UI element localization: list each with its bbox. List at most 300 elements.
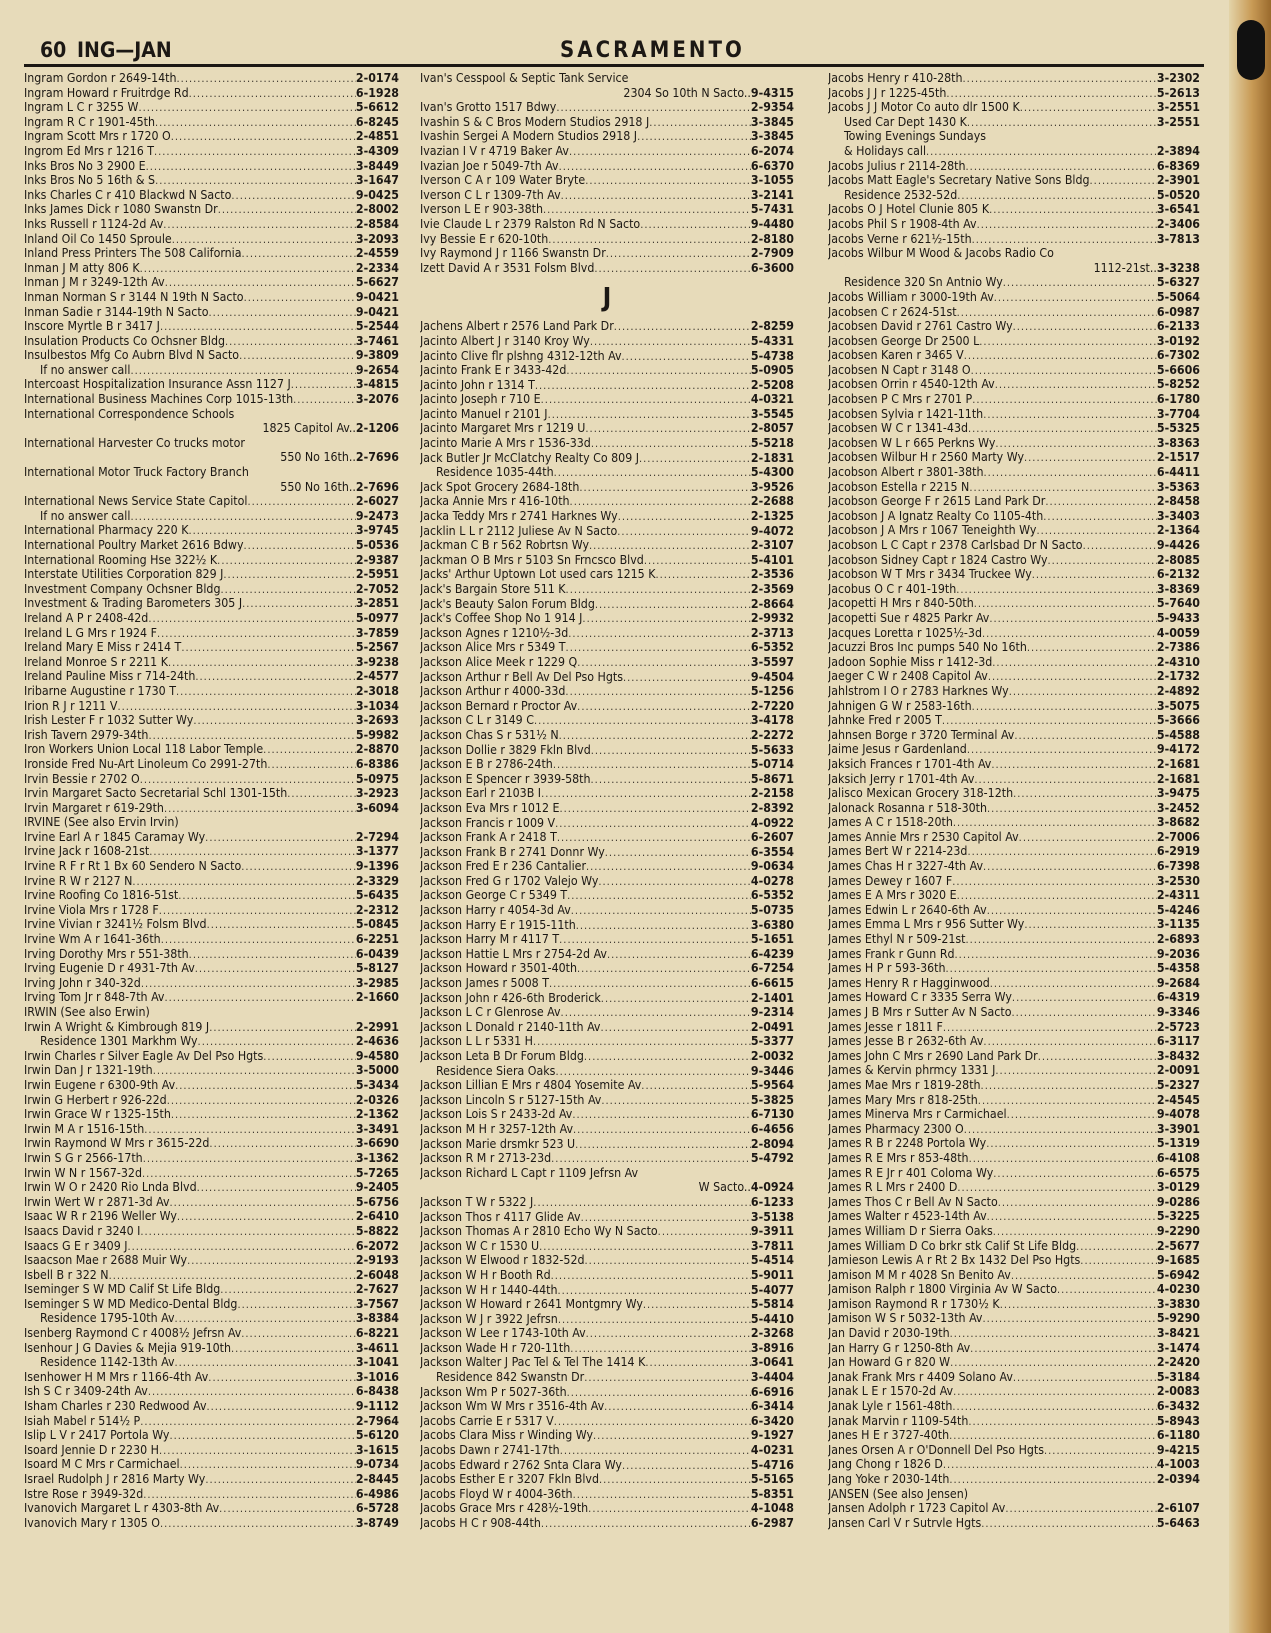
phone-number: 3-1615	[355, 1442, 399, 1457]
listing-name: Isoard M C Mrs r Carmichael	[24, 1457, 180, 1472]
dot-leader	[926, 145, 1157, 159]
phone-number: 2-4310	[1156, 654, 1200, 669]
listing-row	[24, 990, 399, 1005]
listing-row	[420, 772, 794, 787]
dot-leader	[640, 218, 751, 232]
listing-address: W Sacto..	[698, 1180, 751, 1195]
phone-number: 2-5208	[750, 377, 794, 392]
phone-number: 5-8252	[1156, 377, 1200, 392]
dot-leader	[219, 1502, 356, 1516]
phone-number: 9-2314	[750, 1005, 794, 1020]
listing-row	[828, 494, 1200, 509]
listing-name: Jacobs Floyd W r 4004-36th	[420, 1486, 573, 1501]
listing-name: Jackson Frank B r 2741 Donnr Wy	[420, 844, 605, 859]
listing-row	[420, 349, 794, 364]
listing-row	[420, 494, 794, 509]
listing-name: Jahlstrom I O r 2783 Harknes Wy	[828, 683, 1009, 698]
phone-number: 2-7220	[750, 698, 794, 713]
listing-name: James E A Mrs r 3020 E	[828, 888, 957, 903]
listing-row	[420, 1443, 794, 1458]
listing-name: Jack's Coffee Shop No 1 914 J	[420, 611, 583, 626]
listing-name: Irwin M A r 1516-15th	[24, 1121, 145, 1136]
listing-name: Ireland Mary E Miss r 2414 T	[24, 640, 182, 655]
listing-name: Inland Oil Co 1450 Sproule	[24, 231, 172, 246]
phone-number: 2-4311	[1156, 888, 1200, 903]
listing-name: James Mae Mrs r 1819-28th	[828, 1077, 981, 1092]
dot-leader	[553, 758, 751, 772]
phone-number: 5-8822	[355, 1223, 399, 1238]
listing-name: Ivie Claude L r 2379 Ralston Rd N Sacto	[420, 216, 641, 231]
listing-name: Irwin Eugene r 6300-9th Av	[24, 1077, 176, 1092]
listing-row	[24, 1049, 399, 1064]
listing-name: Jacinto Albert J r 3140 Kroy Wy	[420, 333, 590, 348]
dot-leader	[957, 889, 1157, 903]
listing-row	[24, 100, 399, 115]
phone-number: 5-0520	[1156, 187, 1200, 202]
listing-name: James Howard C r 3335 Serra Wy	[828, 990, 1012, 1005]
dot-leader	[155, 116, 356, 130]
listing-name: Inks James Dick r 1080 Swanstn Dr	[24, 202, 218, 217]
listing-name: Jan David r 2030-19th	[828, 1326, 950, 1341]
phone-number: 2-1325	[750, 509, 794, 524]
listing-row	[24, 1151, 399, 1166]
dot-leader	[573, 1123, 751, 1137]
dot-leader	[561, 189, 751, 203]
listing-row	[828, 1239, 1200, 1254]
listing-address: 550 No 16th..	[280, 450, 356, 465]
listing-name: James & Kervin phrmcy 1331 J	[828, 1063, 996, 1078]
dot-leader	[543, 203, 751, 217]
phone-number: 3-2076	[355, 392, 399, 407]
phone-number: 5-3184	[1156, 1369, 1200, 1384]
listing-name: Iseminger S W MD Medico-Dental Bldg	[24, 1296, 238, 1311]
listing-name: Ingram Howard r Fruitrdge Rd	[24, 85, 189, 100]
listing-name: Jacinto Joseph r 710 E	[420, 392, 541, 407]
listing-name: Ivashin S & C Bros Modern Studios 2918 J	[420, 114, 650, 129]
phone-number: 2-2420	[1156, 1355, 1200, 1370]
phone-number: 2-6410	[355, 1209, 399, 1224]
dot-leader	[178, 889, 356, 903]
listing-continuation	[420, 86, 794, 101]
dot-leader	[582, 612, 750, 626]
phone-number: 3-7461	[355, 333, 399, 348]
listing-name: Jacopetti Sue r 4825 Parkr Av	[828, 610, 990, 625]
listing-name: Irion R J r 1211 V	[24, 698, 118, 713]
phone-number: 3-8369	[1156, 581, 1200, 596]
dot-leader	[1000, 1298, 1157, 1312]
dot-leader	[571, 904, 751, 918]
dot-leader	[555, 817, 751, 831]
listing-row	[24, 976, 399, 991]
listing-name: Inland Press Printers The 508 California	[24, 246, 242, 261]
listing-name: Jan Harry G r 1250-8th Av	[828, 1340, 971, 1355]
listing-row	[420, 451, 794, 466]
listing-name: Residence 1035-44th	[436, 465, 554, 480]
phone-number: 2-7964	[355, 1413, 399, 1428]
dot-leader	[217, 554, 356, 568]
phone-number: 2-7052	[355, 581, 399, 596]
phone-number: 2-6893	[1156, 932, 1200, 947]
phone-number: 2-9387	[355, 552, 399, 567]
listing-row	[24, 305, 399, 320]
dot-leader	[1019, 831, 1157, 845]
dot-leader	[599, 1473, 751, 1487]
phone-number: 5-7431	[750, 202, 794, 217]
dot-leader	[554, 466, 751, 480]
listing-row	[420, 363, 794, 378]
dot-leader	[950, 1356, 1157, 1370]
listing-name: Irvine R F r Rt 1 Bx 60 Sendero N Sacto	[24, 859, 242, 874]
listing-row	[24, 1341, 399, 1356]
phone-number: 3-4404	[750, 1370, 794, 1385]
phone-number: 2-0491	[750, 1019, 794, 1034]
phone-number: 9-4315	[750, 85, 794, 100]
listing-row	[420, 713, 794, 728]
listing-row	[828, 290, 1200, 305]
dot-leader	[534, 714, 751, 728]
binding-hole	[1237, 20, 1265, 80]
listing-row	[828, 1414, 1200, 1429]
phone-number: 3-9745	[355, 523, 399, 538]
phone-number: 5-7265	[355, 1165, 399, 1180]
listing-name: Jackson Marie drsmkr 523 U	[420, 1136, 576, 1151]
listing-row	[828, 976, 1200, 991]
listing-row	[828, 1195, 1200, 1210]
listing-row	[24, 772, 399, 787]
dot-leader	[177, 72, 356, 86]
phone-number: 3-5363	[1156, 479, 1200, 494]
dot-leader	[209, 1021, 356, 1035]
listing-row	[828, 188, 1200, 203]
dot-leader	[641, 1079, 751, 1093]
listing-name: Jackson Arthur r Bell Av Del Pso Hgts	[420, 669, 623, 684]
listing-name: Ireland A P r 2408-42d	[24, 610, 149, 625]
dot-leader	[291, 378, 356, 392]
phone-number: 3-8421	[1156, 1326, 1200, 1341]
listing-name: Jackson W H r Booth Rd	[420, 1267, 551, 1282]
listing-row	[828, 1443, 1200, 1458]
dot-leader	[208, 1371, 356, 1385]
listing-name: Jacobs Esther E r 3207 Fkln Blvd	[420, 1472, 599, 1487]
phone-number: 6-8438	[355, 1384, 399, 1399]
dot-leader	[533, 1035, 751, 1049]
phone-number: 9-2290	[1156, 1223, 1200, 1238]
dot-leader	[617, 525, 751, 539]
listing-row	[828, 144, 1200, 159]
listing-name: Residence 2532-52d	[844, 187, 958, 202]
phone-number: 2-0326	[355, 1092, 399, 1107]
listing-name: Ivan's Grotto 1517 Bdwy	[420, 100, 557, 115]
listing-row	[828, 1370, 1200, 1385]
phone-number: 2-2158	[750, 786, 794, 801]
listing-name: Residence 1301 Markhm Wy	[40, 1034, 198, 1049]
listing-name: Residence 1795-10th Av	[40, 1311, 175, 1326]
listing-row	[828, 1005, 1200, 1020]
dot-leader	[1090, 174, 1157, 188]
listing-row	[24, 830, 399, 845]
listing-row	[420, 509, 794, 524]
dot-leader	[140, 1225, 356, 1239]
listing-row	[420, 903, 794, 918]
phone-number: 5-2567	[355, 640, 399, 655]
phone-number: 3-0192	[1156, 333, 1200, 348]
dot-leader	[1011, 1006, 1156, 1020]
dot-leader	[170, 1196, 356, 1210]
listing-row	[828, 961, 1200, 976]
phone-number: 5-6463	[1156, 1515, 1200, 1530]
listing-name: Interstate Utilities Corporation 829 J	[24, 567, 224, 582]
listing-name: Isenhower H M Mrs r 1166-4th Av	[24, 1369, 209, 1384]
phone-number: 2-7696	[355, 450, 399, 465]
dot-leader	[1003, 276, 1157, 290]
listing-row	[828, 377, 1200, 392]
dot-leader	[978, 1094, 1157, 1108]
dot-leader	[943, 1021, 1157, 1035]
listing-name: Isham Charles r 230 Redwood Av	[24, 1399, 207, 1414]
phone-number: 5-9433	[1156, 610, 1200, 625]
phone-number: 3-0129	[1156, 1180, 1200, 1195]
listing-name: James Walter r 4523-14th Av	[828, 1209, 987, 1224]
listing-heading: Towing Evenings Sundays	[844, 129, 987, 144]
listing-row	[24, 1487, 399, 1502]
dot-leader	[1044, 1444, 1157, 1458]
phone-number: 5-4716	[750, 1457, 794, 1472]
dot-leader	[987, 802, 1157, 816]
listing-name: Iseminger S W MD Calif St Life Bldg	[24, 1282, 221, 1297]
listing-name: James Emma L Mrs r 956 Sutter Wy	[828, 917, 1025, 932]
listing-name: Inks Bros No 5 16th & S	[24, 173, 156, 188]
phone-number: 3-2141	[750, 187, 794, 202]
listing-row	[420, 961, 794, 976]
phone-number: 6-2132	[1156, 567, 1200, 582]
listing-row	[828, 757, 1200, 772]
listing-row	[420, 1151, 794, 1166]
phone-number: 5-2544	[355, 319, 399, 334]
phone-number: 5-0977	[355, 610, 399, 625]
listing-row	[420, 261, 794, 276]
phone-number: 3-3901	[1156, 1121, 1200, 1136]
listing-name: Jackson R M r 2713-23d	[420, 1151, 552, 1166]
listing-row	[420, 859, 794, 874]
dot-leader	[971, 364, 1157, 378]
listing-name: Ireland Pauline Miss r 714-24th	[24, 669, 196, 684]
listing-name: Jackson Frank A r 2418 T	[420, 830, 557, 845]
phone-number: 6-2074	[750, 143, 794, 158]
listing-heading: Jackson Richard L Capt r 1109 Jefrsn Av	[420, 1165, 639, 1180]
listing-name: Jaksich Jerry r 1701-4th Av	[828, 771, 975, 786]
phone-number: 5-4588	[1156, 727, 1200, 742]
listing-name: Jacks' Arthur Uptown Lot used cars 1215 K	[420, 567, 656, 582]
phone-number: 5-1256	[750, 684, 794, 699]
phone-number: 2-8870	[355, 742, 399, 757]
listing-row	[420, 129, 794, 144]
listing-name: Insulation Products Co Ochsner Bldg	[24, 333, 226, 348]
listing-name: Jackman O B Mrs r 5103 Sn Frncsco Blvd	[420, 552, 644, 567]
listing-row	[420, 1501, 794, 1516]
listing-row	[420, 991, 794, 1006]
dot-leader	[643, 1298, 751, 1312]
listing-row	[420, 611, 794, 626]
dot-leader	[177, 1210, 356, 1224]
phone-number: 9-4172	[1156, 742, 1200, 757]
dot-leader	[565, 685, 750, 699]
dot-leader	[181, 641, 356, 655]
listing-name: Ironside Fred Nu-Art Linoleum Co 2991-27th	[24, 756, 268, 771]
phone-number: 2-6027	[355, 494, 399, 509]
listing-row	[24, 1516, 399, 1531]
listing-name: Janak Marvin r 1109-54th	[828, 1413, 969, 1428]
dot-leader	[558, 1284, 751, 1298]
phone-number: 2-1362	[355, 1107, 399, 1122]
dot-leader	[605, 846, 751, 860]
listing-name: Ireland Monroe S r 2211 K	[24, 654, 168, 669]
phone-number: 2-4892	[1156, 683, 1200, 698]
listing-row	[420, 1283, 794, 1298]
listing-continuation	[828, 261, 1200, 276]
phone-number: 2-9354	[750, 100, 794, 115]
listing-name: Jackson Harry r 4054-3d Av	[420, 903, 571, 918]
page-edge	[1229, 0, 1271, 1633]
phone-number: 9-0286	[1156, 1194, 1200, 1209]
phone-number: 3-7567	[355, 1296, 399, 1311]
listing-row	[24, 1399, 399, 1414]
dot-leader	[972, 700, 1157, 714]
dot-leader	[195, 962, 356, 976]
phone-number: 9-2654	[355, 362, 399, 377]
phone-number: 3-9526	[750, 479, 794, 494]
listing-name: Jackson W Elwood r 1832-52d	[420, 1253, 585, 1268]
dot-leader	[142, 1167, 356, 1181]
phone-number: 3-8384	[355, 1311, 399, 1326]
listing-name: Jackson W Howard r 2641 Montgmry Wy	[420, 1297, 643, 1312]
dot-leader	[244, 291, 356, 305]
dot-leader	[148, 1385, 356, 1399]
dot-leader	[989, 612, 1157, 626]
listing-row	[420, 334, 794, 349]
phone-number: 9-4215	[1156, 1442, 1200, 1457]
listing-name: Jackson E Spencer r 3939-58th	[420, 771, 591, 786]
phone-number: 3-6094	[355, 800, 399, 815]
listing-row	[828, 1428, 1200, 1443]
listing-name: International News Service State Capitol	[24, 494, 248, 509]
listing-name: Jackson Agnes r 1210½-3d	[420, 625, 569, 640]
dot-leader	[986, 1137, 1157, 1151]
listing-row	[420, 115, 794, 130]
listing-name: Irvin Margaret r 619-29th	[24, 800, 164, 815]
phone-number: 2-1401	[750, 990, 794, 1005]
listing-name: James R B r 2248 Portola Wy	[828, 1136, 987, 1151]
dot-leader	[139, 101, 356, 115]
listing-name: Jackson Howard r 3501-40th	[420, 961, 577, 976]
listing-row	[828, 932, 1200, 947]
phone-number: 2-8085	[1156, 552, 1200, 567]
dot-leader	[967, 743, 1157, 757]
phone-number: 9-4504	[750, 669, 794, 684]
listing-row	[420, 1297, 794, 1312]
dot-leader	[998, 1196, 1157, 1210]
listing-name: Jackson Earl r 2103B I	[420, 786, 542, 801]
listing-row	[24, 202, 399, 217]
phone-number: 3-4309	[355, 143, 399, 158]
listing-name: Iribarne Augustine r 1730 T	[24, 683, 176, 698]
listing-heading: International Motor Truck Factory Branch	[24, 465, 249, 480]
phone-number: 2-4559	[355, 246, 399, 261]
dot-leader	[220, 583, 355, 597]
dot-leader	[130, 364, 355, 378]
guide-words: ING—JAN	[77, 38, 172, 62]
dot-leader	[987, 1210, 1157, 1224]
listing-name: Istre Rose r 3949-32d	[24, 1486, 144, 1501]
listing-row	[420, 421, 794, 436]
phone-number: 6-0987	[1156, 304, 1200, 319]
dot-leader	[209, 306, 356, 320]
phone-number: 9-1396	[355, 859, 399, 874]
phone-number: 3-3403	[1156, 508, 1200, 523]
listing-name: Jacobs Dawn r 2741-17th	[420, 1443, 560, 1458]
dot-leader	[128, 1240, 356, 1254]
listing-row	[828, 202, 1200, 217]
listing-row	[420, 684, 794, 699]
phone-number: 5-3377	[750, 1034, 794, 1049]
listing-name: Jacinto Manuel r 2101 J	[420, 406, 548, 421]
listing-row	[828, 173, 1200, 188]
dot-leader	[293, 393, 356, 407]
listing-name: Residence 842 Swanstn Dr	[436, 1370, 585, 1385]
phone-number: 2-4545	[1156, 1092, 1200, 1107]
dot-leader	[649, 116, 751, 130]
phone-number: 6-6370	[750, 158, 794, 173]
dot-leader	[189, 87, 356, 101]
listing-name: Jacques Loretta r 1025½-3d	[828, 625, 982, 640]
listing-name: Insulbestos Mfg Co Aubrn Blvd N Sacto	[24, 348, 240, 363]
phone-number: 9-2405	[355, 1180, 399, 1195]
dot-leader	[591, 437, 751, 451]
dot-leader	[598, 875, 751, 889]
dot-leader	[195, 670, 356, 684]
phone-number: 3-7813	[1156, 231, 1200, 246]
dot-leader	[242, 597, 356, 611]
dot-leader	[541, 1517, 751, 1531]
phone-number: 2-1206	[355, 421, 399, 436]
phone-number: 4-0231	[750, 1443, 794, 1458]
listing-row	[24, 334, 399, 349]
dot-leader	[141, 977, 356, 991]
listing-name: Jacobson L C Capt r 2378 Carlsbad Dr N Sacto	[828, 538, 1083, 552]
listing-name: Jacobson Sidney Capt r 1824 Castro Wy	[828, 552, 1048, 567]
phone-number: 6-2072	[355, 1238, 399, 1253]
listing-row	[420, 1516, 794, 1531]
listing-row	[24, 786, 399, 801]
phone-number: 6-4986	[355, 1486, 399, 1501]
listing-row	[24, 917, 399, 932]
listing-name: Jackson Harry M r 4117 T	[420, 932, 560, 947]
phone-number: 2-1681	[1156, 756, 1200, 771]
phone-number: 9-4426	[1156, 538, 1200, 552]
phone-number: 3-1041	[355, 1355, 399, 1370]
listing-name: Jackson Alice Mrs r 5349 T	[420, 640, 566, 655]
listing-row	[828, 334, 1200, 349]
listing-name: Isenhour J G Davies & Mejia 919-10th	[24, 1340, 232, 1355]
listing-name: James Jesse B r 2632-6th Av	[828, 1034, 984, 1049]
phone-number: 2-8392	[750, 800, 794, 815]
phone-number: 6-3420	[750, 1413, 794, 1428]
listing-name: Inman Norman S r 3144 N 19th N Sacto	[24, 289, 244, 304]
listing-row	[828, 947, 1200, 962]
listing-row	[828, 407, 1200, 422]
listing-name: Jackson W C r 1530 U	[420, 1238, 540, 1253]
phone-number: 3-5138	[750, 1209, 794, 1224]
listing-row	[420, 874, 794, 889]
